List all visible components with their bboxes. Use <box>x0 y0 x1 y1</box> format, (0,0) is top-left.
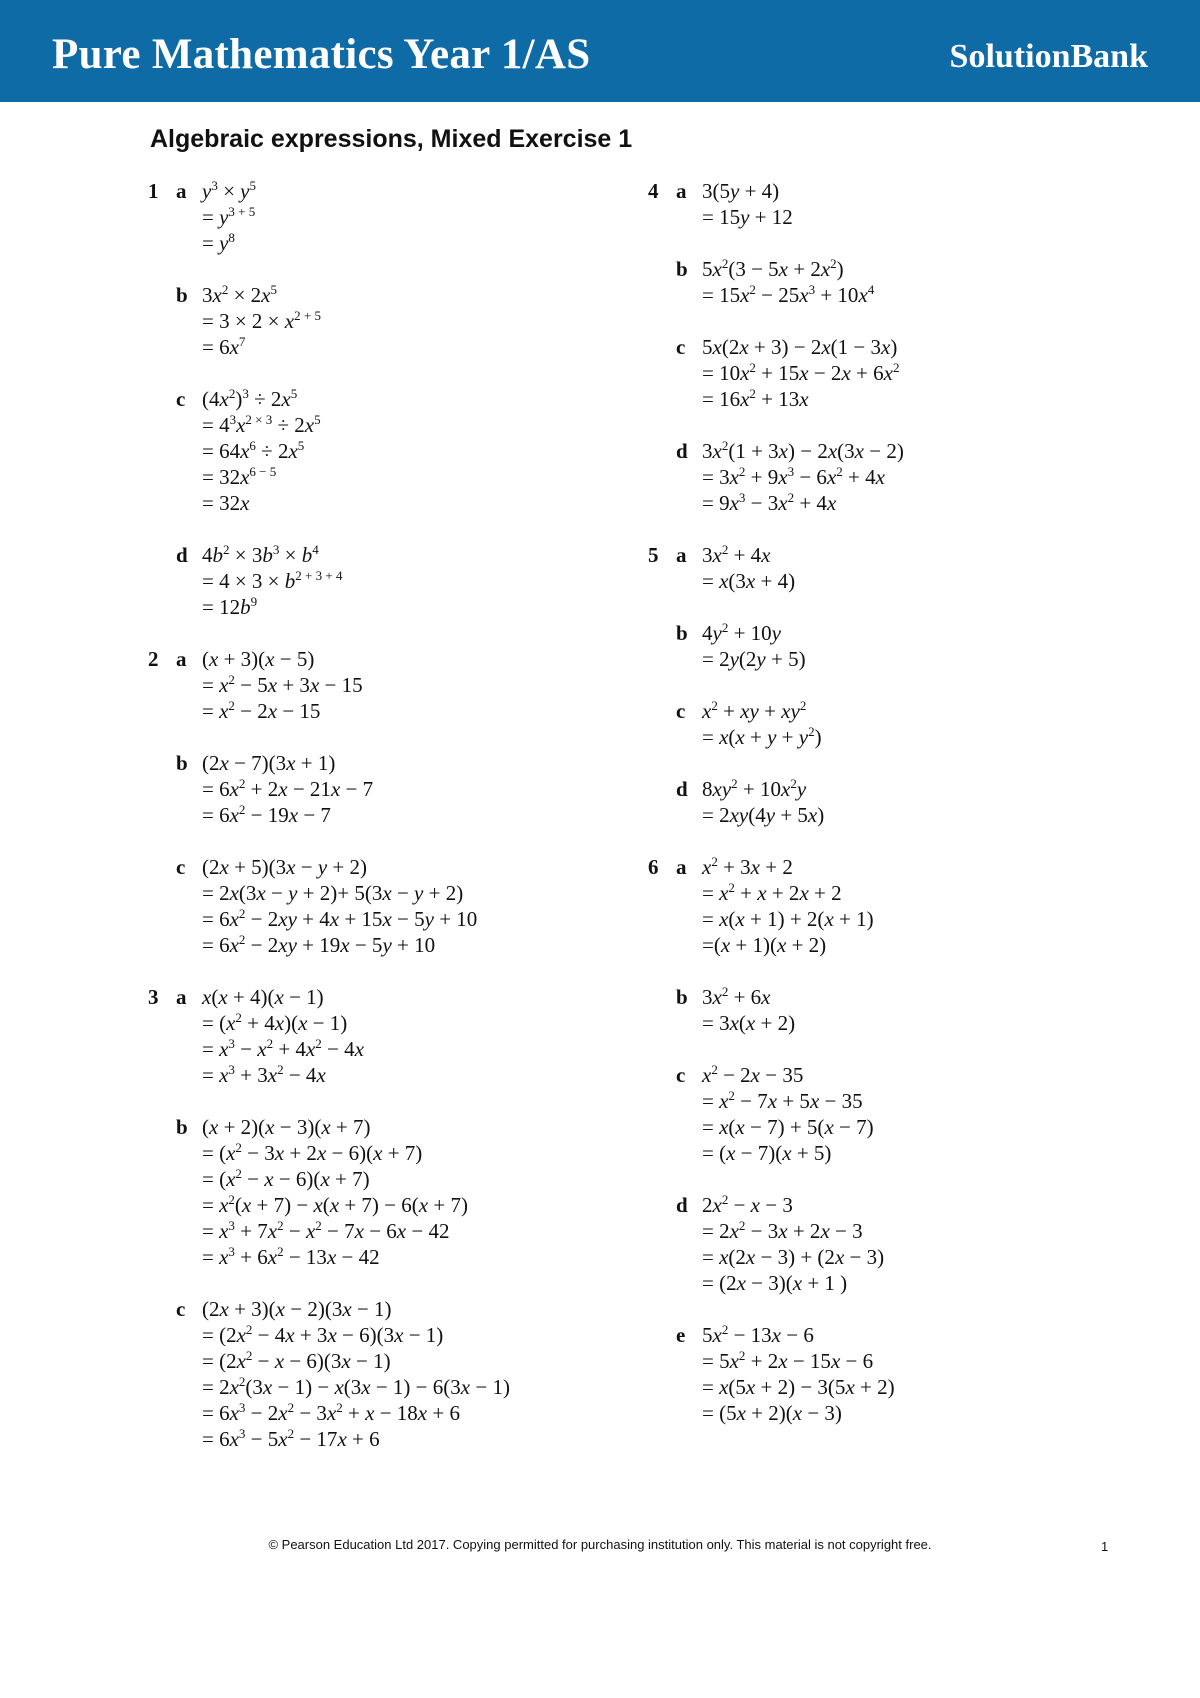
working-lines <box>202 178 618 256</box>
brand-logo: SolutionBank <box>949 38 1148 75</box>
working-lines <box>202 1114 618 1270</box>
working-line: $y^3 \times y^5$ <box>202 178 256 203</box>
question-6-part-e <box>648 1322 1118 1426</box>
working-lines <box>702 620 1118 672</box>
working-line: $3x^2 + 4x$ <box>702 542 771 567</box>
working-line: = $6x^3 - 5x^2 - 17x + 6$ <box>202 1426 380 1451</box>
working-line: = $6x^3 - 2x^2 - 3x^2 + x - 18x + 6$ <box>202 1400 460 1425</box>
working-line: $4y^2 + 10y$ <box>702 620 781 645</box>
working-lines <box>202 542 618 620</box>
working-line: = 2x(3x − y + 2)+ 5(3x − y + 2) <box>202 881 464 905</box>
question-4-part-a <box>648 178 1118 230</box>
question-1-part-c <box>148 386 618 516</box>
working-line: = x(3x + 4) <box>702 569 796 593</box>
working-line: = $x^2 - 2x - 15$ <box>202 698 321 723</box>
working-line: $8xy^2 + 10x^2y$ <box>702 776 807 801</box>
question-2-part-b <box>148 750 618 828</box>
working-line: (x + 2)(x − 3)(x + 7) <box>202 1115 371 1139</box>
working-line: = $x(x + y + y^2)$ <box>702 724 822 749</box>
working-line: = $5x^2 + 2x - 15x - 6$ <box>702 1348 874 1373</box>
question-1 <box>148 178 618 620</box>
working-line: $x^2 - 2x - 35$ <box>702 1062 804 1087</box>
working-lines <box>702 542 1118 594</box>
working-line: $3x^2 \times 2x^5$ <box>202 282 277 307</box>
page-number: 1 <box>1101 1539 1109 1554</box>
working-line: = 15y + 12 <box>702 205 793 229</box>
working-line: = x(2x − 3) + (2x − 3) <box>702 1245 885 1269</box>
working-line: = $y^{3 + 5}$ <box>202 204 256 229</box>
question-number: 2 <box>148 647 159 671</box>
question-5 <box>648 542 1118 828</box>
working-line: (2x + 3)(x − 2)(3x − 1) <box>202 1297 392 1321</box>
working-lines <box>202 984 618 1088</box>
working-line: = x(x + 1) + 2(x + 1) <box>702 907 874 931</box>
part-label: c <box>176 387 186 411</box>
question-3-part-b <box>148 1114 618 1270</box>
part-label: d <box>676 439 688 463</box>
working-line: (2x − 7)(3x + 1) <box>202 751 336 775</box>
working-line: = $3 \times 2 \times x^{2 + 5}$ <box>202 308 321 333</box>
question-6-part-d <box>648 1192 1118 1296</box>
part-label: b <box>176 283 188 307</box>
working-lines <box>202 854 618 958</box>
working-line: = $x^3 + 6x^2 - 13x - 42$ <box>202 1244 380 1269</box>
working-line: $4b^2 \times 3b^3 \times b^4$ <box>202 542 319 567</box>
working-lines <box>702 256 1118 308</box>
working-line: = $x^3 - x^2 + 4x^2 - 4x$ <box>202 1036 364 1061</box>
working-line: $(4x^2)^3 \div 2x^5$ <box>202 386 298 411</box>
question-number: 1 <box>148 179 159 203</box>
working-line: = $9x^3 - 3x^2 + 4x$ <box>702 490 837 515</box>
part-label: b <box>676 621 688 645</box>
working-line: $3x^2 + 6x$ <box>702 984 771 1009</box>
part-label: b <box>176 751 188 775</box>
working-line: = $15x^2 - 25x^3 + 10x^4$ <box>702 282 875 307</box>
working-line: = $y^8$ <box>202 230 235 255</box>
working-line: = (5x + 2)(x − 3) <box>702 1401 842 1425</box>
question-4-part-d <box>648 438 1118 516</box>
question-1-part-b <box>148 282 618 360</box>
left-column <box>148 178 618 1478</box>
working-lines <box>202 386 618 516</box>
part-label: d <box>676 1193 688 1217</box>
question-4-part-c <box>648 334 1118 412</box>
working-line: = $(x^2 + 4x)(x - 1)$ <box>202 1010 348 1035</box>
question-5-part-a <box>648 542 1118 594</box>
right-column <box>648 178 1118 1452</box>
working-line: = $x^2 + x + 2x + 2$ <box>702 880 842 905</box>
working-line: = (2x − 3)(x + 1 ) <box>702 1271 848 1295</box>
copyright-footer: © Pearson Education Ltd 2017. Copying permitted for purchasing institution only. This material is not copyright free. <box>268 1537 932 1552</box>
working-line: = 32x <box>202 491 250 515</box>
working-line: = $6x^2 - 2xy + 4x + 15x - 5y + 10$ <box>202 906 478 931</box>
working-line: = $64x^6 \div 2x^5$ <box>202 438 305 463</box>
working-line: = $x^3 + 7x^2 - x^2 - 7x - 6x - 42$ <box>202 1218 450 1243</box>
question-number: 6 <box>648 855 659 879</box>
working-lines <box>702 1062 1118 1166</box>
part-label: a <box>676 855 687 879</box>
working-line: $3x^2(1 + 3x) - 2x(3x - 2)$ <box>702 438 904 463</box>
working-line: = x(5x + 2) − 3(5x + 2) <box>702 1375 895 1399</box>
working-line: = $2x^2 - 3x + 2x - 3$ <box>702 1218 863 1243</box>
question-2-part-c <box>148 854 618 958</box>
working-lines <box>202 750 618 828</box>
working-line: = $16x^2 + 13x$ <box>702 386 809 411</box>
working-line: =(x + 1)(x + 2) <box>702 933 827 957</box>
question-2 <box>148 646 618 958</box>
working-line: = 3x(x + 2) <box>702 1011 796 1035</box>
page-title: Algebraic expressions, Mixed Exercise 1 <box>150 125 633 153</box>
part-label: a <box>176 179 187 203</box>
working-lines <box>702 1322 1118 1426</box>
working-line: = $6x^2 - 19x - 7$ <box>202 802 331 827</box>
working-line: = $(x^2 - x - 6)(x + 7)$ <box>202 1166 370 1191</box>
part-label: c <box>676 1063 686 1087</box>
working-line: = $(2x^2 - x - 6)(3x - 1)$ <box>202 1348 391 1373</box>
part-label: c <box>176 855 186 879</box>
working-line: = $x^2 - 7x + 5x - 35$ <box>702 1088 863 1113</box>
working-line: = $6x^7$ <box>202 334 246 359</box>
working-line: = $10x^2 + 15x - 2x + 6x^2$ <box>702 360 900 385</box>
working-line: = x(x − 7) + 5(x − 7) <box>702 1115 874 1139</box>
working-line: = $12b^9$ <box>202 594 258 619</box>
working-line: = $x^2(x + 7) - x(x + 7) - 6(x + 7)$ <box>202 1192 468 1217</box>
working-line: = 2y(2y + 5) <box>702 647 806 671</box>
working-line: $5x^2 - 13x - 6$ <box>702 1322 814 1347</box>
question-3-part-c <box>148 1296 618 1452</box>
working-line: = $6x^2 + 2x - 21x - 7$ <box>202 776 374 801</box>
working-line: = $(2x^2 - 4x + 3x - 6)(3x - 1)$ <box>202 1322 444 1347</box>
working-lines <box>702 776 1118 828</box>
question-5-part-b <box>648 620 1118 672</box>
question-1-part-a <box>148 178 618 256</box>
working-line: 3(5y + 4) <box>702 179 780 203</box>
working-lines <box>202 282 618 360</box>
part-label: a <box>676 179 687 203</box>
question-2-part-a <box>148 646 618 724</box>
working-line: = $4^3x^{2 \times 3} \div 2x^5$ <box>202 412 321 437</box>
question-1-part-d <box>148 542 618 620</box>
question-3-part-a <box>148 984 618 1088</box>
working-line: = $x^3 + 3x^2 - 4x$ <box>202 1062 326 1087</box>
working-lines <box>202 646 618 724</box>
working-lines <box>702 698 1118 750</box>
part-label: a <box>176 647 187 671</box>
question-number: 5 <box>648 543 659 567</box>
working-line: $5x^2(3 - 5x + 2x^2)$ <box>702 256 844 281</box>
working-line: = $2x^2(3x - 1) - x(3x - 1) - 6(3x - 1)$ <box>202 1374 510 1399</box>
working-lines <box>702 178 1118 230</box>
question-6-part-c <box>648 1062 1118 1166</box>
working-lines <box>702 984 1118 1036</box>
working-line: $x^2 + 3x + 2$ <box>702 854 793 879</box>
part-label: b <box>176 1115 188 1139</box>
part-label: c <box>676 335 686 359</box>
question-5-part-c <box>648 698 1118 750</box>
working-line: = (x − 7)(x + 5) <box>702 1141 832 1165</box>
working-line: = $(x^2 - 3x + 2x - 6)(x + 7)$ <box>202 1140 423 1165</box>
part-label: e <box>676 1323 686 1347</box>
working-line: = 2xy(4y + 5x) <box>702 803 825 827</box>
question-number: 3 <box>148 985 159 1009</box>
question-3 <box>148 984 618 1452</box>
part-label: b <box>676 257 688 281</box>
book-title: Pure Mathematics Year 1/AS <box>52 31 591 78</box>
working-lines <box>702 854 1118 958</box>
working-line: 5x(2x + 3) − 2x(1 − 3x) <box>702 335 898 359</box>
working-lines <box>202 1296 618 1452</box>
part-label: a <box>176 985 187 1009</box>
question-5-part-d <box>648 776 1118 828</box>
working-line: x(x + 4)(x − 1) <box>202 985 324 1009</box>
working-line: $2x^2 - x - 3$ <box>702 1192 793 1217</box>
question-6 <box>648 854 1118 1426</box>
question-6-part-b <box>648 984 1118 1036</box>
part-label: c <box>676 699 686 723</box>
part-label: a <box>676 543 687 567</box>
working-lines <box>702 1192 1118 1296</box>
header-banner <box>0 0 1200 102</box>
working-line: = $3x^2 + 9x^3 - 6x^2 + 4x$ <box>702 464 885 489</box>
part-label: c <box>176 1297 186 1321</box>
question-4-part-b <box>648 256 1118 308</box>
working-line: = $4 \times 3 \times b^{2 + 3 + 4}$ <box>202 568 343 593</box>
working-line: (x + 3)(x − 5) <box>202 647 315 671</box>
question-6-part-a <box>648 854 1118 958</box>
question-number: 4 <box>648 179 659 203</box>
part-label: b <box>676 985 688 1009</box>
working-lines <box>702 334 1118 412</box>
working-line: = $x^2 - 5x + 3x - 15$ <box>202 672 363 697</box>
question-4 <box>648 178 1118 516</box>
part-label: d <box>176 543 188 567</box>
working-lines <box>702 438 1118 516</box>
working-line: $x^2$ + xy + $xy^2$ <box>702 698 807 723</box>
working-line: (2x + 5)(3x − y + 2) <box>202 855 368 879</box>
working-line: = $32x^{6 - 5}$ <box>202 464 277 489</box>
part-label: d <box>676 777 688 801</box>
working-line: = $6x^2 - 2xy + 19x - 5y + 10$ <box>202 932 436 957</box>
